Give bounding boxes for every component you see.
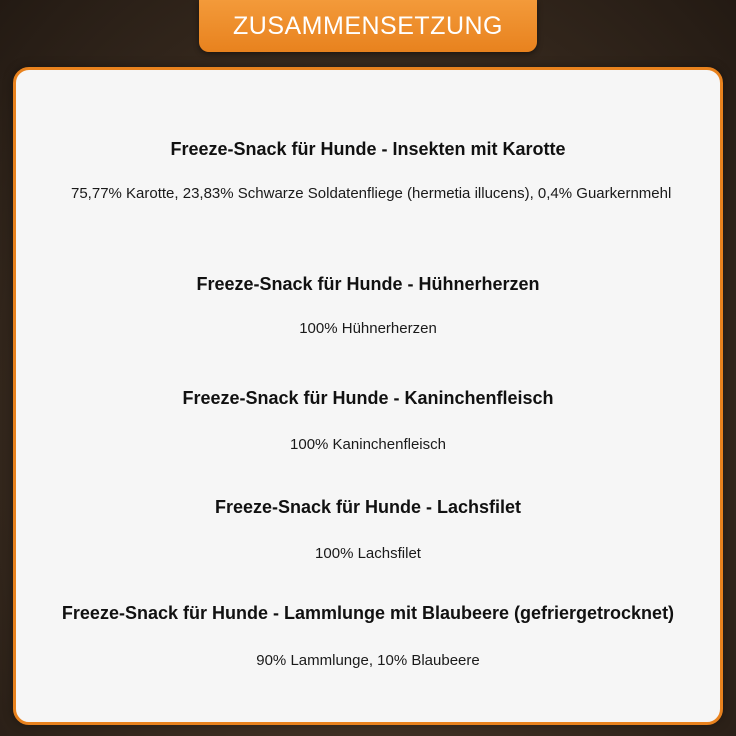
composition-card	[13, 67, 723, 725]
product-title: Freeze-Snack für Hunde - Hühnerherzen	[196, 274, 540, 294]
product-composition: 100% Hühnerherzen	[299, 320, 437, 337]
product-section	[16, 603, 720, 671]
product-section	[16, 139, 720, 204]
product-title: Freeze-Snack für Hunde - Kaninchenfleisch	[182, 388, 554, 408]
product-section	[16, 274, 720, 339]
product-title: Freeze-Snack für Hunde - Lammlunge mit Blaubeere (gefriergetrocknet)	[61, 603, 675, 623]
product-section	[16, 497, 720, 564]
product-composition: 100% Kaninchenfleisch	[290, 436, 446, 453]
product-composition: 75,77% Karotte, 23,83% Schwarze Soldatenfliege (hermetia illucens), 0,4% Guarkernmehl	[71, 185, 672, 202]
product-section	[16, 388, 720, 455]
product-composition: 90% Lammlunge, 10% Blaubeere	[256, 652, 480, 669]
product-title: Freeze-Snack für Hunde - Insekten mit Karotte	[170, 139, 566, 159]
product-title: Freeze-Snack für Hunde - Lachsfilet	[214, 497, 522, 517]
header-banner	[199, 0, 537, 52]
product-composition: 100% Lachsfilet	[315, 545, 421, 562]
page-title: ZUSAMMENSETZUNG	[233, 11, 503, 40]
